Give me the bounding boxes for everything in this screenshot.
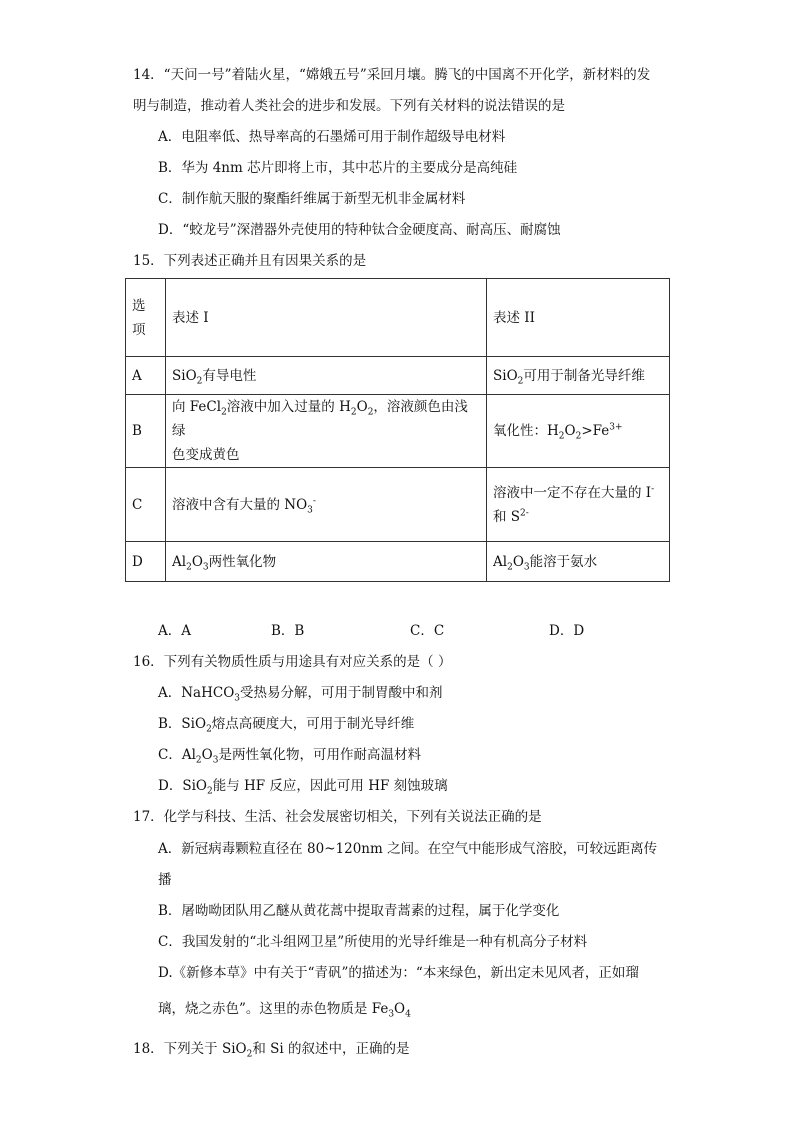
header-statement-1: 表述 I bbox=[166, 279, 487, 357]
row-key: D bbox=[126, 542, 166, 582]
q17-option-c: C．我国发射的“北斗组网卫星”所使用的光导纤维是一种有机高分子材料 bbox=[158, 934, 588, 950]
row-c-statement-1: 溶液中含有大量的 $NO_3^-$ bbox=[166, 468, 487, 542]
q16-option-b: B．SiO$_2$熔点高硬度大，可用于制光导纤维 bbox=[158, 716, 415, 735]
header-option: 选 项 bbox=[126, 279, 166, 357]
q14-option-a: A．电阻率低、热导率高的石墨烯可用于制作超级导电材料 bbox=[158, 129, 506, 145]
q16-option-c: C．$Al_2O_3$是两性氧化物，可用作耐高温材料 bbox=[158, 747, 421, 766]
q16-option-d: D．SiO$_2$能与 HF 反应，因此可用 HF 刻蚀玻璃 bbox=[158, 778, 448, 797]
q16-option-a: A．NaHCO$_3$受热易分解，可用于制胃酸中和剂 bbox=[158, 685, 443, 704]
q15-answer-c: C．C bbox=[410, 623, 445, 639]
q15-answer-a: A．A bbox=[158, 623, 191, 639]
q15-answer-d: D．D bbox=[549, 623, 585, 639]
q15-answer-b: B．B bbox=[271, 623, 305, 639]
q14-option-d: D．“蛟龙号”深潜器外壳使用的特种钛合金硬度高、耐高压、耐腐蚀 bbox=[158, 222, 561, 238]
q17-option-b: B．屠呦呦团队用乙醚从黄花蒿中提取青蒿素的过程，属于化学变化 bbox=[158, 903, 560, 919]
q18-stem: 18．下列关于 SiO$_2$和 Si 的叙述中，正确的是 bbox=[133, 1041, 410, 1060]
table-row bbox=[126, 357, 670, 395]
q17-stem: 17．化学与科技、生活、社会发展密切相关，下列有关说法正确的是 bbox=[133, 809, 542, 825]
table-row bbox=[126, 542, 670, 582]
row-b-statement-1: 向 FeCl$_2$溶液中加入过量的 $H_2O_2$，溶液颜色由浅绿 色变成黄色 bbox=[166, 395, 487, 468]
table-header-row bbox=[126, 279, 670, 357]
q17-option-a-line1: A．新冠病毒颗粒直径在 80~120nm 之间。在空气中能形成气溶胶，可较远距离传 bbox=[158, 841, 658, 857]
table-row bbox=[126, 395, 670, 468]
q14-stem-line2: 明与制造，推动着人类社会的进步和发展。下列有关材料的说法错误的是 bbox=[133, 98, 565, 114]
q14-stem-line1: 14．“天问一号”着陆火星，“嫦娥五号”采回月壤。腾飞的中国离不开化学，新材料的发 bbox=[133, 67, 651, 83]
q17-option-d-line1: D.《新修本草》中有关于“青矾”的描述为：“本来绿色，新出定未见风者，正如瑠 bbox=[158, 965, 639, 981]
row-key: B bbox=[126, 395, 166, 468]
row-key: A bbox=[126, 357, 166, 395]
header-statement-2: 表述 II bbox=[487, 279, 670, 357]
row-key: C bbox=[126, 468, 166, 542]
q17-option-a-line2: 播 bbox=[158, 872, 172, 888]
row-a-statement-2: SiO$_2$可用于制备光导纤维 bbox=[487, 357, 670, 395]
table-row bbox=[126, 468, 670, 542]
row-a-statement-1: SiO$_2$有导电性 bbox=[166, 357, 487, 395]
row-c-statement-2: 溶液中一定不存在大量的 I- 和 $S^{2-}$ bbox=[487, 468, 670, 542]
row-b-statement-2: 氧化性：$H_2O_2>Fe^{3+}$ bbox=[487, 395, 670, 468]
q14-option-c: C．制作航天服的聚酯纤维属于新型无机非金属材料 bbox=[158, 191, 466, 207]
q15-table bbox=[125, 278, 670, 582]
q17-option-d-line2: 璃，烧之赤色”。这里的赤色物质是 $Fe_3O_4$ bbox=[158, 1001, 411, 1020]
row-d-statement-1: $Al_2O_3$两性氧化物 bbox=[166, 542, 487, 582]
row-d-statement-2: $Al_2O_3$能溶于氨水 bbox=[487, 542, 670, 582]
q16-stem: 16．下列有关物质性质与用途具有对应关系的是（ ） bbox=[133, 654, 452, 670]
q14-option-b: B．华为 4nm 芯片即将上市，其中芯片的主要成分是高纯硅 bbox=[158, 160, 518, 176]
q15-stem: 15．下列表述正确并且有因果关系的是 bbox=[133, 253, 367, 269]
